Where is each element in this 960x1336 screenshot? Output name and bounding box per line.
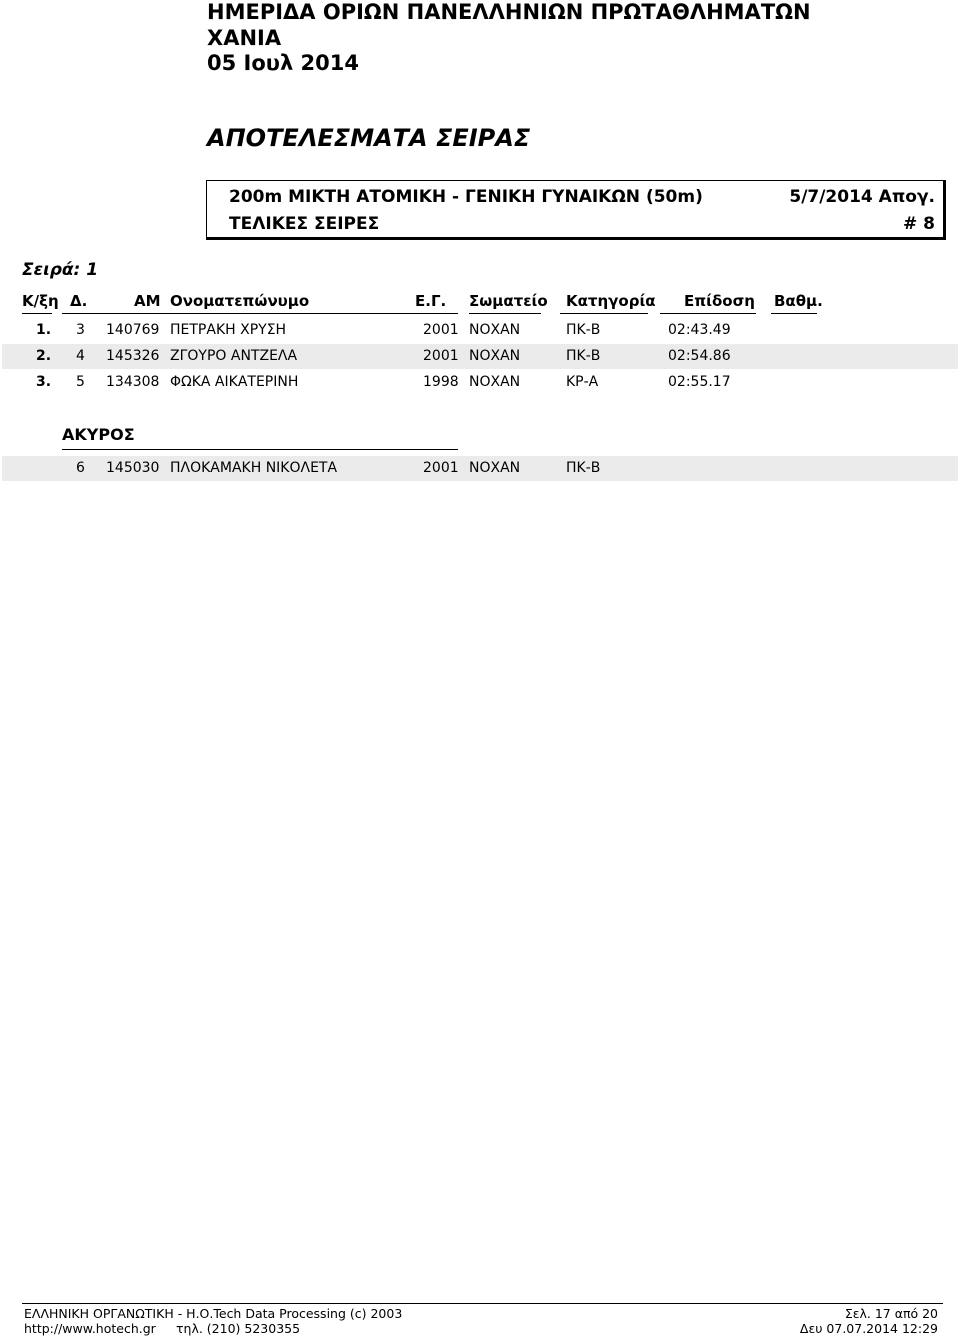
disqualified-label: ΑΚΥΡΟΣ bbox=[62, 425, 135, 444]
result-year: 2001 bbox=[423, 322, 459, 338]
result-club: ΝΟΧΑΝ bbox=[469, 348, 521, 364]
meet-date: 05 Ιουλ 2014 bbox=[207, 51, 360, 75]
result-rank: 1. bbox=[36, 322, 52, 338]
result-category: ΠΚ-Β bbox=[566, 322, 601, 338]
result-name: ΠΕΤΡΑΚΗ ΧΡΥΣΗ bbox=[170, 322, 287, 338]
result-am: 140769 bbox=[106, 322, 160, 338]
result-club: ΝΟΧΑΝ bbox=[469, 322, 521, 338]
col-points-underline bbox=[771, 313, 817, 314]
footer-page: Σελ. 17 από 20 bbox=[844, 1306, 938, 1321]
col-rank: Κ/ξη bbox=[22, 292, 59, 310]
heat-label: Σειρά: 1 bbox=[22, 260, 99, 280]
result-name: ΦΩΚΑ ΑΙΚΑΤΕΡΙΝΗ bbox=[170, 374, 299, 390]
col-main-underline bbox=[62, 313, 458, 314]
col-year: Ε.Γ. bbox=[415, 292, 447, 310]
dq-lane: 6 bbox=[76, 460, 85, 476]
result-am: 134308 bbox=[106, 374, 160, 390]
dq-year: 2001 bbox=[423, 460, 459, 476]
result-rank: 3. bbox=[36, 374, 52, 390]
dq-club: ΝΟΧΑΝ bbox=[469, 460, 521, 476]
disqualified-underline bbox=[62, 449, 458, 450]
col-name: Ονοματεπώνυμο bbox=[170, 292, 310, 310]
result-category: ΠΚ-Β bbox=[566, 348, 601, 364]
result-year: 1998 bbox=[423, 374, 459, 390]
col-time-underline bbox=[660, 313, 756, 314]
footer-url: http://www.hotech.gr bbox=[24, 1321, 156, 1336]
dq-category: ΠΚ-Β bbox=[566, 460, 601, 476]
result-lane: 5 bbox=[76, 374, 85, 390]
result-name: ΖΓΟΥΡΟ ΑΝΤΖΕΛΑ bbox=[170, 348, 298, 364]
footer-rule bbox=[22, 1303, 943, 1304]
result-time: 02:43.49 bbox=[668, 322, 731, 338]
event-stage: ΤΕΛΙΚΕΣ ΣΕΙΡΕΣ bbox=[229, 214, 380, 234]
col-points: Βαθμ. bbox=[774, 292, 823, 310]
dq-name: ΠΛΟΚΑΜΑΚΗ ΝΙΚΟΛΕΤΑ bbox=[170, 460, 338, 476]
footer-company: ΕΛΛΗΝΙΚΗ ΟΡΓΑΝΩΤΙΚΗ - Η.Ο.Tech Data Processing (c) 2003 bbox=[24, 1306, 403, 1321]
meet-title: ΗΜΕΡΙΔΑ ΟΡΙΩΝ ΠΑΝΕΛΛΗΝΙΩΝ ΠΡΩΤΑΘΛΗΜΑΤΩΝ bbox=[207, 0, 811, 24]
col-category: Κατηγορία bbox=[566, 292, 656, 310]
result-category: ΚΡ-Α bbox=[566, 374, 599, 390]
result-time: 02:54.86 bbox=[668, 348, 731, 364]
col-category-underline bbox=[560, 313, 648, 314]
event-number: # 8 bbox=[903, 214, 935, 234]
meet-location: ΧΑΝΙΑ bbox=[207, 26, 282, 50]
col-time: Επίδοση bbox=[684, 292, 755, 310]
col-lane: Δ. bbox=[70, 292, 88, 310]
event-box bbox=[206, 180, 946, 240]
result-rank: 2. bbox=[36, 348, 52, 364]
result-club: ΝΟΧΑΝ bbox=[469, 374, 521, 390]
table-row bbox=[2, 456, 958, 481]
footer-phone: τηλ. (210) 5230355 bbox=[176, 1321, 301, 1336]
col-rank-underline bbox=[22, 313, 52, 314]
dq-am: 145030 bbox=[106, 460, 160, 476]
col-club: Σωματείο bbox=[469, 292, 548, 310]
result-lane: 3 bbox=[76, 322, 85, 338]
table-row bbox=[2, 370, 958, 395]
col-am: ΑΜ bbox=[134, 292, 161, 310]
result-time: 02:55.17 bbox=[668, 374, 731, 390]
results-title: ΑΠΟΤΕΛΕΣΜΑΤΑ ΣΕΙΡΑΣ bbox=[207, 124, 531, 152]
result-year: 2001 bbox=[423, 348, 459, 364]
table-row bbox=[2, 344, 958, 369]
event-date: 5/7/2014 Απογ. bbox=[789, 187, 935, 207]
footer-timestamp: Δευ 07.07.2014 12:29 bbox=[799, 1321, 938, 1336]
result-lane: 4 bbox=[76, 348, 85, 364]
result-am: 145326 bbox=[106, 348, 160, 364]
table-row bbox=[2, 318, 958, 343]
col-club-underline bbox=[469, 313, 541, 314]
event-name: 200m ΜΙΚΤΗ ΑΤΟΜΙΚΗ - ΓΕΝΙΚΗ ΓΥΝΑΙΚΩΝ (50m) bbox=[229, 187, 703, 207]
